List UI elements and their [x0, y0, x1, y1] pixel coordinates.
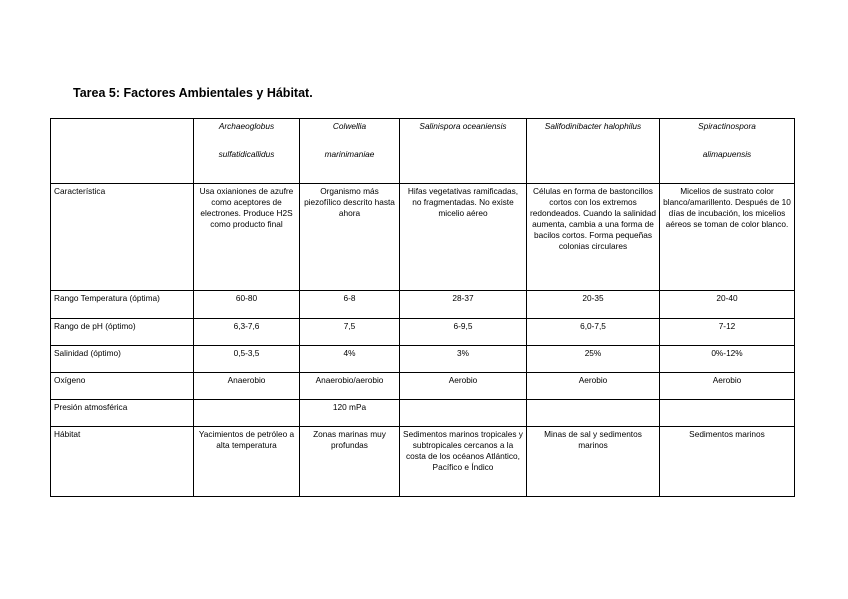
table-cell: Aerobio — [527, 373, 660, 400]
species-name-line1: Salifodinibacter halophilus — [544, 121, 642, 131]
species-name-line1: Salinispora oceaniensis — [419, 121, 507, 131]
table-row — [51, 346, 795, 373]
row-label: Rango Temperatura (óptima) — [51, 291, 194, 319]
species-name-line2: alimapuensis — [702, 149, 752, 159]
table-row — [51, 184, 795, 291]
corner-cell — [51, 119, 194, 184]
table-cell: Hifas vegetativas ramificadas, no fragmentadas. No existe micelio aéreo — [400, 184, 527, 291]
table-cell: Zonas marinas muy profundas — [300, 427, 400, 497]
table-cell: 120 mPa — [300, 400, 400, 427]
row-label: Salinidad (óptimo) — [51, 346, 194, 373]
table-cell: Micelios de sustrato color blanco/amarillento. Después de 10 días de incubación, los micelios aéreos se toman de color blanco. — [660, 184, 795, 291]
table-cell: 60-80 — [194, 291, 300, 319]
table-cell — [660, 400, 795, 427]
table-cell: Aerobio — [660, 373, 795, 400]
table-cell: 4% — [300, 346, 400, 373]
table-cell: 3% — [400, 346, 527, 373]
table-cell: 6-9,5 — [400, 319, 527, 346]
table-cell: 0,5-3,5 — [194, 346, 300, 373]
species-header — [194, 119, 300, 184]
habitat-table — [50, 118, 795, 497]
species-name-line2: sulfatidicallidus — [218, 149, 275, 159]
species-header — [527, 119, 660, 184]
row-label: Rango de pH (óptimo) — [51, 319, 194, 346]
species-name-line1: Archaeoglobus — [218, 121, 275, 131]
species-name-line1: Colwellia — [332, 121, 367, 131]
row-label: Oxígeno — [51, 373, 194, 400]
table-cell: Células en forma de bastoncillos cortos con los extremos redondeados. Cuando la salinidad aumenta, cambia a una forma de bacilos cortos. Forma pequeñas colonias circulares — [527, 184, 660, 291]
species-name-line1: Spiractinospora — [698, 121, 756, 131]
row-label: Característica — [51, 184, 194, 291]
table-cell: 20-40 — [660, 291, 795, 319]
table-cell: Aerobio — [400, 373, 527, 400]
table-cell: Yacimientos de petróleo a alta temperatura — [194, 427, 300, 497]
table-cell: Anaerobio — [194, 373, 300, 400]
table-cell: 6,3-7,6 — [194, 319, 300, 346]
table-cell: 7,5 — [300, 319, 400, 346]
table-row — [51, 427, 795, 497]
table-cell: 28-37 — [400, 291, 527, 319]
table-row — [51, 373, 795, 400]
table-cell — [527, 400, 660, 427]
table-cell: 6-8 — [300, 291, 400, 319]
row-label: Presión atmosférica — [51, 400, 194, 427]
table-row — [51, 400, 795, 427]
page-title: Tarea 5: Factores Ambientales y Hábitat. — [73, 86, 313, 100]
table-cell: Usa oxianiones de azufre como aceptores de electrones. Produce H2S como producto final — [194, 184, 300, 291]
table-cell: 6,0-7,5 — [527, 319, 660, 346]
table-cell: Anaerobio/aerobio — [300, 373, 400, 400]
species-header — [300, 119, 400, 184]
header-row — [51, 119, 795, 184]
table-cell: 25% — [527, 346, 660, 373]
table-row — [51, 291, 795, 319]
table-cell: 0%-12% — [660, 346, 795, 373]
table-cell: Sedimentos marinos — [660, 427, 795, 497]
species-header — [400, 119, 527, 184]
table-cell: Minas de sal y sedimentos marinos — [527, 427, 660, 497]
table-cell: 20-35 — [527, 291, 660, 319]
table-cell: Organismo más piezofílico descrito hasta ahora — [300, 184, 400, 291]
table-cell: Sedimentos marinos tropicales y subtropicales cercanos a la costa de los océanos Atlántico, Pacífico e Índico — [400, 427, 527, 497]
species-name-line2: marinimaniae — [324, 149, 375, 159]
table-cell — [400, 400, 527, 427]
table-row — [51, 319, 795, 346]
row-label: Hábitat — [51, 427, 194, 497]
species-header — [660, 119, 795, 184]
table-cell — [194, 400, 300, 427]
table-cell: 7-12 — [660, 319, 795, 346]
